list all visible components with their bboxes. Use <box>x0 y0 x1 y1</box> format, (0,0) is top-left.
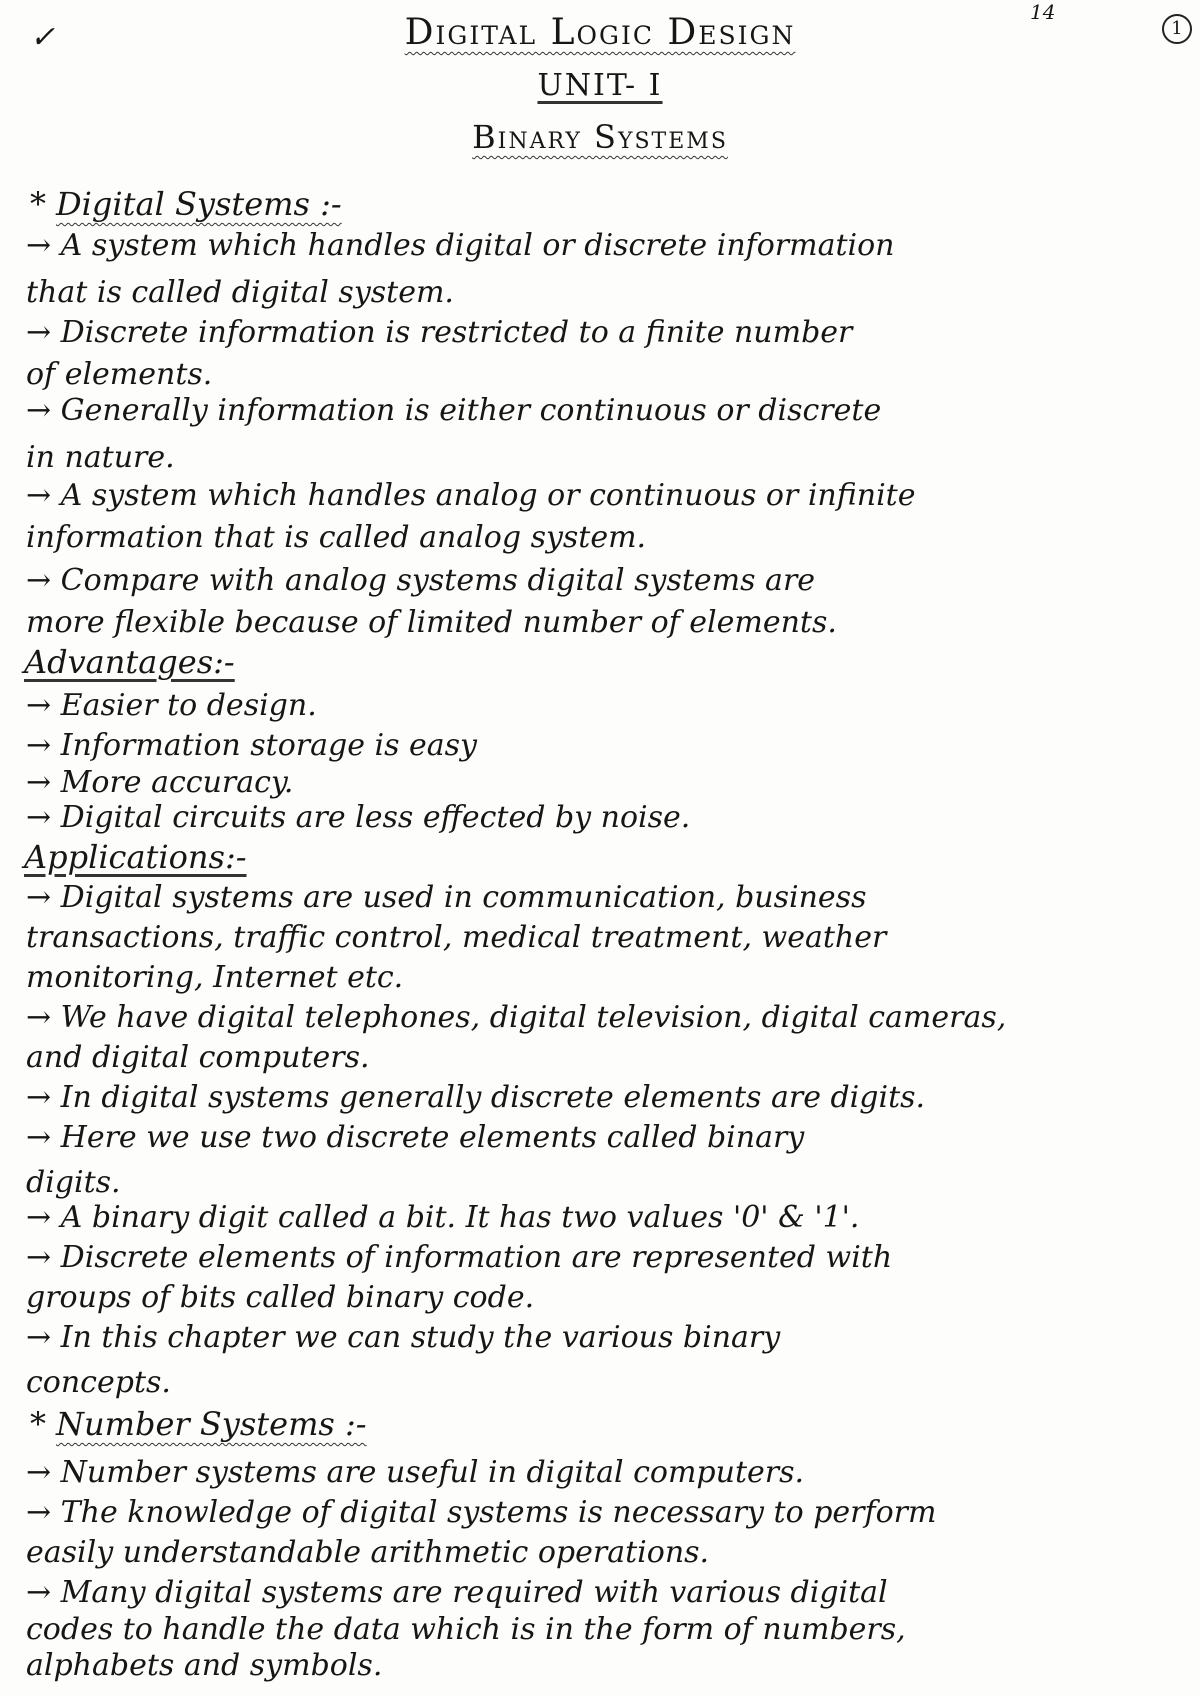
chapter-title: Binary Systems <box>472 118 728 156</box>
section-heading-digital-systems: * Digital Systems :- <box>30 185 342 223</box>
text-line: → Generally information is either continuous or discrete <box>26 393 882 428</box>
page-count-note: 14 <box>1030 0 1056 24</box>
text-line: → A system which handles digital or discrete information <box>26 228 895 263</box>
text-line: → Easier to design. <box>26 688 317 723</box>
text-line: → Number systems are useful in digital computers. <box>26 1455 805 1490</box>
page-number: 1 <box>1162 14 1192 44</box>
text-line: in nature. <box>26 440 175 475</box>
text-line: transactions, traffic control, medical treatment, weather <box>26 920 887 955</box>
text-line: → Digital circuits are less effected by noise. <box>26 800 691 835</box>
star-bullet-icon: * <box>30 1405 46 1443</box>
text-line: → Many digital systems are required with various digital <box>26 1575 888 1610</box>
text-line: information that is called analog system. <box>26 520 647 555</box>
section-heading-applications: Applications:- <box>24 838 247 876</box>
text-line: → A binary digit called a bit. It has two values '0' & '1'. <box>26 1200 860 1235</box>
text-line: more flexible because of limited number of elements. <box>26 605 837 640</box>
check-mark: ✓ <box>30 20 56 55</box>
text-line: → In this chapter we can study the various binary <box>26 1320 781 1355</box>
document-title: Digital Logic Design <box>404 12 796 53</box>
section-heading-number-systems: * Number Systems :- <box>30 1405 367 1443</box>
text-line: → The knowledge of digital systems is necessary to perform <box>26 1495 937 1530</box>
section-heading-advantages: Advantages:- <box>24 643 235 681</box>
text-line: digits. <box>26 1165 121 1200</box>
unit-label: UNIT- I <box>537 68 663 103</box>
text-line: → Here we use two discrete elements called binary <box>26 1120 805 1155</box>
text-line: that is called digital system. <box>26 275 454 310</box>
text-line: → A system which handles analog or continuous or infinite <box>26 478 916 513</box>
text-line: → Compare with analog systems digital systems are <box>26 563 816 598</box>
text-line: alphabets and symbols. <box>26 1648 383 1683</box>
text-line: codes to handle the data which is in the form of numbers, <box>26 1612 906 1647</box>
star-bullet-icon: * <box>30 185 46 223</box>
text-line: → Discrete information is restricted to a finite number <box>26 315 853 350</box>
text-line: → Digital systems are used in communication, business <box>26 880 867 915</box>
text-line: → Discrete elements of information are represented with <box>26 1240 893 1275</box>
text-line: concepts. <box>26 1365 171 1400</box>
text-line: → We have digital telephones, digital television, digital cameras, <box>26 1000 1007 1035</box>
text-line: → Information storage is easy <box>26 728 477 763</box>
text-line: easily understandable arithmetic operations. <box>26 1535 710 1570</box>
text-line: → More accuracy. <box>26 765 294 800</box>
text-line: and digital computers. <box>26 1040 370 1075</box>
text-line: groups of bits called binary code. <box>26 1280 535 1315</box>
text-line: monitoring, Internet etc. <box>26 960 404 995</box>
text-line: → In digital systems generally discrete elements are digits. <box>26 1080 926 1115</box>
text-line: of elements. <box>26 357 213 392</box>
